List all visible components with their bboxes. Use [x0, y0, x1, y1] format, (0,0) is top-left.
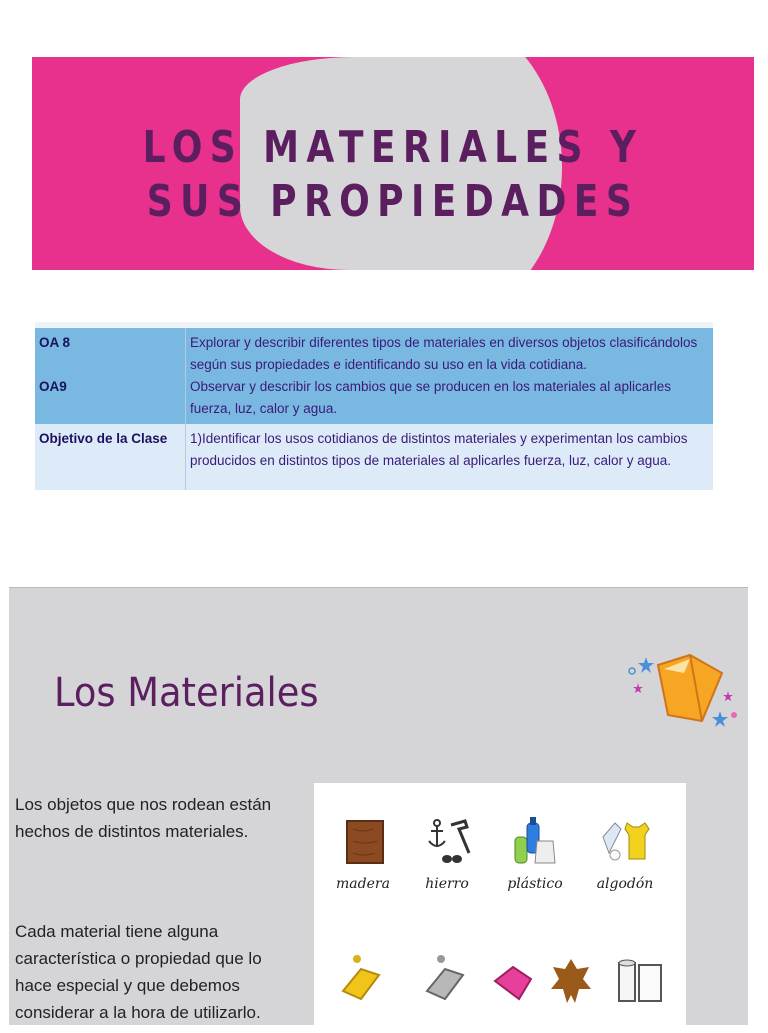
- book-icon: [624, 643, 744, 743]
- leather-hide-icon: [541, 951, 601, 1009]
- objective-description-cell: [186, 424, 714, 490]
- material-hierro: [412, 813, 482, 892]
- objectives-table: [35, 322, 713, 490]
- material-label: algodón: [596, 876, 654, 892]
- silver-bar-icon: [417, 951, 477, 1009]
- anchor-hammer-icon: [417, 813, 477, 871]
- objective-description-cell: [186, 328, 714, 424]
- material-label: plástico: [507, 876, 563, 892]
- table-row: [35, 328, 713, 424]
- title-banner: [32, 57, 754, 270]
- slide-title: [32, 121, 754, 229]
- objective-description: 1)Identificar los usos cotidianos de distintos materiales y experimentan los cambios producidos en distintos tipos de materiales al aplicarles fuerza, luz, calor y agua.: [190, 431, 688, 468]
- material-label: hierro: [425, 876, 469, 892]
- pink-fabric-icon: [483, 951, 543, 1009]
- plastic-bottles-icon: [505, 813, 565, 871]
- intro-paragraph: Los objetos que nos rodean están hechos de distintos materiales.: [15, 795, 272, 841]
- objective-description: Explorar y describir diferentes tipos de materiales en diversos objetos clasificándolos según sus propiedades e identificando su uso en la vida cotidiana.: [190, 335, 698, 372]
- property-paragraph: Cada material tiene alguna característica o propiedad que lo hace especial y que debemos considerar a la hora de utilizarlo.: [15, 922, 262, 1022]
- objective-code: Objetivo de la Clase: [39, 431, 168, 446]
- material-oro: [328, 951, 398, 1014]
- material-madera: [328, 813, 398, 892]
- cotton-items-icon: [595, 813, 655, 871]
- material-plastico: [500, 813, 570, 892]
- gold-bar-icon: [333, 951, 393, 1009]
- materials-image: [314, 783, 686, 1033]
- objective-code-cell: [35, 328, 186, 424]
- material-label: madera: [336, 876, 390, 892]
- paper-roll-icon: [611, 951, 671, 1009]
- objective-code: OA9: [39, 379, 67, 394]
- materials-slide: [9, 587, 748, 1025]
- objective-description: Observar y describir los cambios que se producen en los materiales al aplicarles fuerza, luz, calor y agua.: [190, 379, 671, 416]
- slide-title: Los Materiales: [54, 670, 319, 716]
- material-cuero: [536, 951, 606, 1014]
- table-row: [35, 424, 713, 490]
- material-algodon: [590, 813, 660, 892]
- objective-code: OA 8: [39, 335, 71, 350]
- material-papel: [606, 951, 676, 1014]
- material-plata: [412, 951, 482, 1014]
- wood-icon: [333, 813, 393, 871]
- title-line-1: LOS MATERIALES Y: [142, 122, 644, 173]
- objective-code-cell: [35, 424, 186, 490]
- title-line-2: SUS PROPIEDADES: [146, 176, 640, 227]
